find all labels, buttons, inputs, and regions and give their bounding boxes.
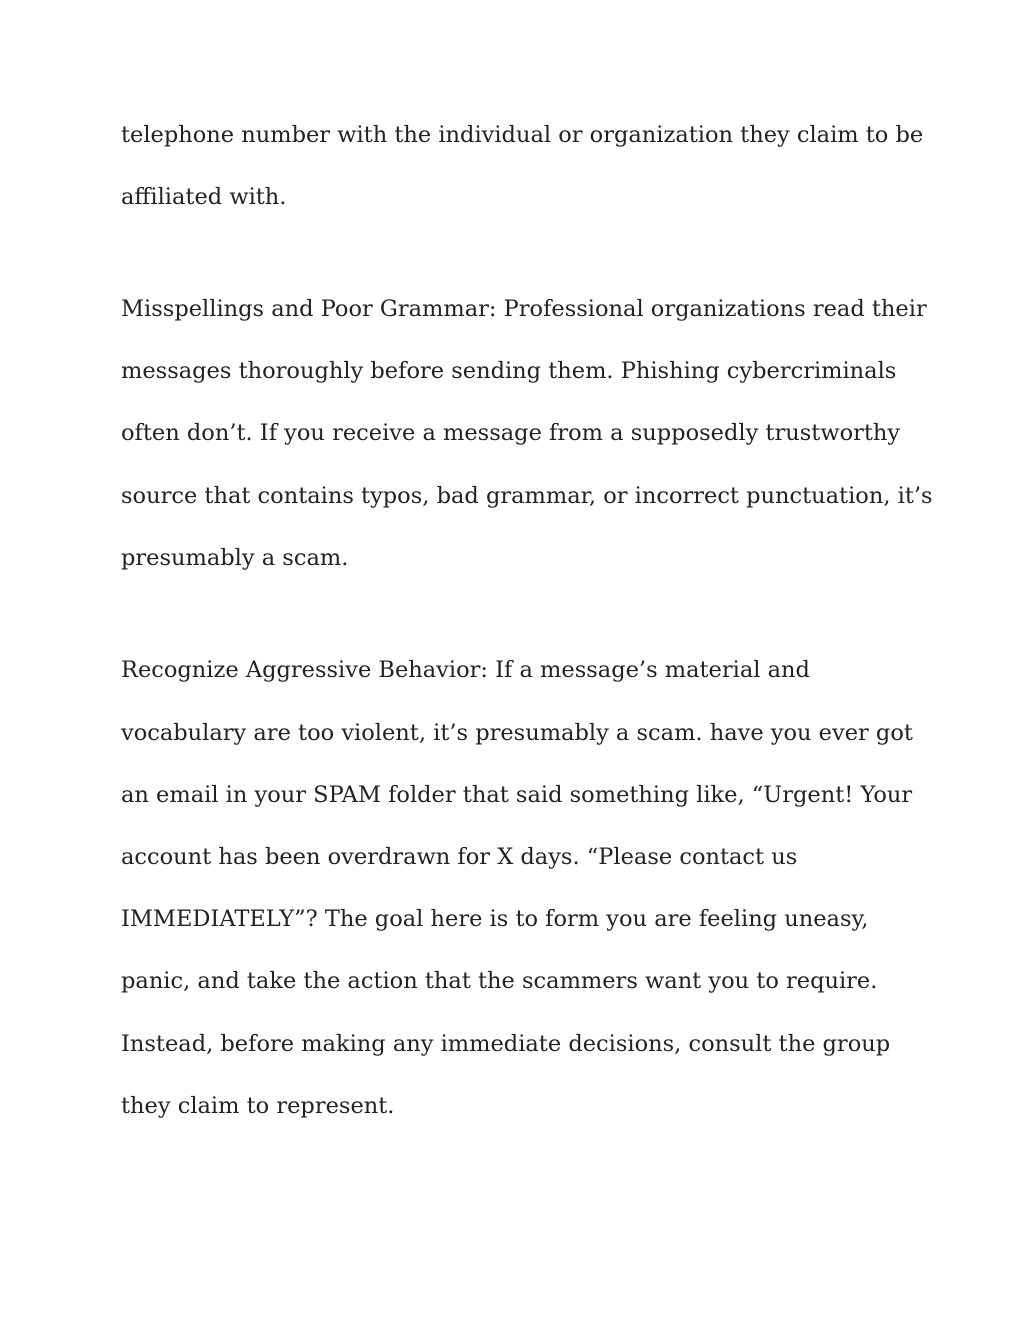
paragraph-2-line-4: source that contains typos, bad grammar, or incorrect punctuation, it’s	[121, 483, 933, 509]
paragraph-3-line-1: Recognize Aggressive Behavior: If a message’s material and	[121, 657, 810, 683]
paragraph-3-line-5: IMMEDIATELY”? The goal here is to form you are feeling uneasy,	[121, 906, 869, 932]
paragraph-3-line-3: an email in your SPAM folder that said something like, “Urgent! Your	[121, 782, 913, 808]
paragraph-3-line-7: Instead, before making any immediate decisions, consult the group	[121, 1031, 891, 1057]
paragraph-2-line-3: often don’t. If you receive a message from a supposedly trustworthy	[121, 420, 901, 446]
paragraph-2-line-5: presumably a scam.	[121, 545, 349, 571]
paragraph-3-line-6: panic, and take the action that the scammers want you to require.	[121, 968, 878, 994]
paragraph-3-line-2: vocabulary are too violent, it’s presumably a scam. have you ever got	[121, 720, 913, 746]
paragraph-2-line-2: messages thoroughly before sending them. Phishing cybercriminals	[121, 358, 897, 384]
paragraph-1-line-1: telephone number with the individual or organization they claim to be	[121, 122, 924, 148]
paragraph-3-line-8: they claim to represent.	[121, 1093, 395, 1119]
paragraph-1-line-2: affiliated with.	[121, 184, 287, 210]
paragraph-3-line-4: account has been overdrawn for X days. “Please contact us	[121, 844, 798, 870]
paragraph-2-line-1: Misspellings and Poor Grammar: Professional organizations read their	[121, 296, 927, 322]
